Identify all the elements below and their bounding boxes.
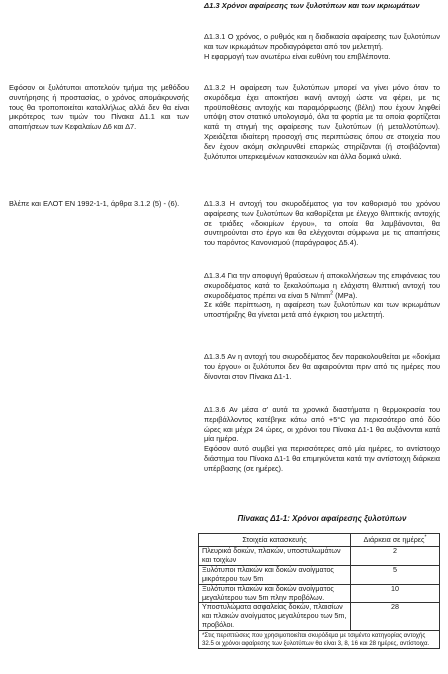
paragraph-text: Δ1.3.4 Για την αποφυγή θραύσεων ή αποκολλήσεων της επιφάνειας του σκυροδέματος κατά το ξεκαλούπωμα η ελάχιστη θλιπτική αντοχή του σκυροδέματος πρέπει να είναι 5 N/mm bbox=[204, 271, 440, 300]
paragraph-text: Δ1.3.5 Αν η αντοχή του σκυροδέματος δεν παρακολουθείται με «δοκίμια του έργου» οι ξυλότυποι δεν θα αφαιρούνται πριν από τις ημέρες που δίνονται στον Πίνακα Δ1-1. bbox=[204, 352, 440, 381]
sidebar-note-formwork-curing: Εφόσον οι ξυλότυποι αποτελούν τμήμα της μεθόδου συντήρησης ή προστασίας, ο χρόνος απομάκρυνσής τους θα τροποποιείται καταλλήλως αλλά δεν θα είναι μικρότερος των τιμών του Πίνακα Δ1.1 και των απαιτήσεων των Κεφαλαίων Δ6 και Δ7. bbox=[9, 83, 189, 132]
paragraph-d1-3-2 bbox=[204, 83, 440, 161]
table-cell-item: Πλευρικά δοκών, πλακών, υποστυλωμάτων και τοιχίων bbox=[199, 547, 351, 566]
table-row bbox=[199, 584, 440, 603]
sidebar-note-reference: Βλέπε και ΕΛΟΤ ΕΝ 1992-1-1, άρθρα 3.1.2 (5) - (6). bbox=[9, 199, 180, 208]
column-header-element: Στοιχεία κατασκευής bbox=[199, 534, 351, 547]
column-header-text: Διάρκεια σε ημέρες bbox=[363, 534, 425, 544]
table-footnote-row bbox=[199, 631, 440, 649]
paragraph-d1-3-5 bbox=[204, 352, 440, 381]
table-cell-item: Ξυλότυποι πλακών και δοκών ανοίγματος μικρότερου των 5m bbox=[199, 565, 351, 584]
table-caption: Πίνακας Δ1-1: Χρόνοι αφαίρεσης ξυλοτύπων bbox=[237, 514, 407, 523]
column-header-duration bbox=[351, 534, 440, 547]
table-cell-item: Ξυλότυποι πλακών και δοκών ανοίγματος μεγαλύτερου των 5m πλην προβόλων. bbox=[199, 584, 351, 603]
table-cell-item: Υποστυλώματα ασφαλείας δοκών, πλαισίων και πλακών ανοίγματος μεγαλύτερου των 5m, προβόλοι. bbox=[199, 603, 351, 631]
paragraph-d1-3-1 bbox=[204, 32, 440, 61]
table-row bbox=[199, 547, 440, 566]
table-header-row bbox=[199, 534, 440, 547]
paragraph-d1-3-3 bbox=[204, 199, 440, 248]
table-footnote: *Στις περιπτώσεις που χρησιμοποιείται σκυρόδεμα με τσιμέντο κατηγορίας αντοχής 32.5 οι χρόνοι αφαίρεσης των ξυλοτύπων θα είναι 3, 8, 16 και 28 ημέρες, αντίστοιχα. bbox=[199, 631, 440, 649]
paragraph-text: Δ1.3.2 Η αφαίρεση των ξυλοτύπων μπορεί να γίνει μόνο όταν το σκυρόδεμα έχει αποκτήσει ικανή αντοχή ώστε να φέρει, με τις προϋποθέσεις αντοχής και παραμόρφωσης (βέλη) που έχουν ληφθεί υπόψη στον στατικό υπολογισμό, όλα τα φορτία με τα οποία φορτίζεται κατά τη στιγμή της αφαίρεσης των ξυλοτύπων (ή μεταλλοτύπων). Χρειάζεται ιδιαίτερη προσοχή στις περιπτώσεις όπου σε στοιχεία που δεν έχουν ακόμη σκληρυνθεί επαρκώς στηρίζονται (ή στοιβάζονται) ξυλότυποι υπερκειμένων κατασκευών και άλλα δομικά υλικά. bbox=[204, 83, 440, 161]
table-cell-days: 5 bbox=[351, 565, 440, 584]
table-cell-days: 2 bbox=[351, 547, 440, 566]
paragraph-text: Εφόσον αυτό συμβεί για περισσότερες από μία ημέρες, το αντίστοιχο διάστημα του Πίνακα Δ1-1 θα επιμηκύνεται κατά την αντίστοιχη διάρκεια υπέρβασης (σε ημέρες). bbox=[204, 444, 440, 473]
footnote-marker: * bbox=[424, 534, 427, 541]
paragraph-d1-3-6 bbox=[204, 405, 440, 474]
table-cell-days: 28 bbox=[351, 603, 440, 631]
formwork-removal-table bbox=[198, 533, 440, 649]
paragraph-text bbox=[204, 271, 440, 300]
paragraph-text: Σε κάθε περίπτωση, η αφαίρεση των ξυλοτύπων και των ικριωμάτων υποστήριξης θα γίνεται μετά από έγκριση του μελετητή. bbox=[204, 300, 440, 320]
table-cell-days: 10 bbox=[351, 584, 440, 603]
paragraph-text: (MPa). bbox=[333, 290, 358, 300]
table-row bbox=[199, 565, 440, 584]
paragraph-text: Δ1.3.1 Ο χρόνος, ο ρυθμός και η διαδικασία αφαίρεσης των ξυλοτύπων και των ικριωμάτων προδιαγράφεται από τον μελετητή. bbox=[204, 32, 440, 51]
paragraph-text: Η εφαρμογή των ανωτέρω είναι ευθύνη του επιβλέποντα. bbox=[204, 51, 391, 61]
paragraph-d1-3-4 bbox=[204, 271, 440, 320]
superscript: 2 bbox=[330, 290, 334, 297]
paragraph-text: Δ1.3.3 Η αντοχή του σκυροδέματος για τον καθορισμό του χρόνου αφαίρεσης των ξυλοτύπων θα καθορίζεται με έλεγχο θλιπτικής αντοχής σε τριάδες «δοκιμίων έργου», τα οποία θα λαμβάνονται, θα συντηρούνται στο έργο και θα ελέγχονται σύμφωνα με τις απαιτήσεις του παρόντος Κανονισμού (παράγραφος Δ5.4). bbox=[204, 199, 440, 248]
section-title: Δ1.3 Χρόνοι αφαίρεσης των ξυλοτύπων και των ικριωμάτων bbox=[204, 1, 420, 10]
paragraph-text: Δ1.3.6 Αν μέσα σ' αυτά τα χρονικά διαστήματα η θερμοκρασία του περιβάλλοντος κατέβηκε κάτω από +5°C για περισσότερο από δύο ώρες και μέχρι 24 ώρες, οι χρόνοι του Πίνακα Δ1-1 θα αυξάνονται κατά μία ημέρα. bbox=[204, 405, 440, 444]
table-row bbox=[199, 603, 440, 631]
